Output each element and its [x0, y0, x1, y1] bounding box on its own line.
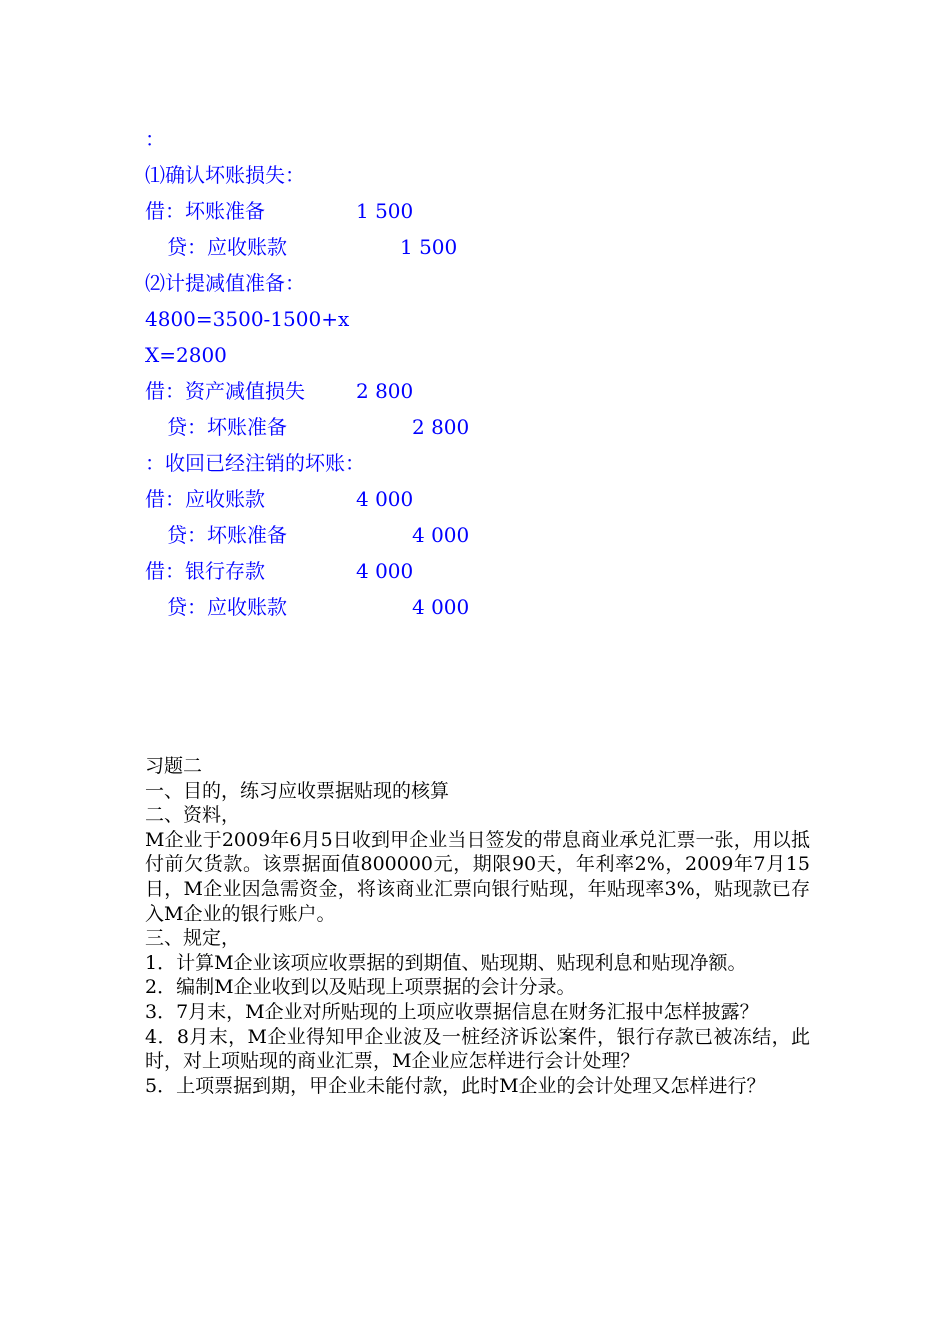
heading-provision: ⑵计提减值准备： — [145, 271, 305, 295]
formula-line: 4800=3500-1500+x — [145, 307, 350, 331]
exercise-rules-heading: 三、规定， — [145, 927, 241, 950]
entry-credit-amount: 1 500 — [400, 235, 458, 259]
entry-credit-label: 贷：应收账款 — [167, 235, 287, 259]
heading-recover-bad-debt: ：收回已经注销的坏账： — [145, 451, 365, 475]
entry-debit-label: 借：坏账准备 — [145, 199, 265, 223]
entry-debit-label: 借：银行存款 — [145, 559, 265, 583]
entry-debit-amount: 4 000 — [356, 559, 414, 583]
exercise-rule-item: 3．7月末，M企业对所贴现的上项应收票据信息在财务汇报中怎样披露？ — [145, 1000, 759, 1023]
entry-debit-label: 借：资产减值损失 — [145, 379, 305, 403]
exercise-data-heading: 二、资料， — [145, 804, 241, 827]
exercise-rule-item: 1．计算M企业该项应收票据的到期值、贴现期、贴现利息和贴现净额。 — [145, 951, 747, 974]
entry-credit-label: 贷：坏账准备 — [167, 415, 287, 439]
entry-credit-label: 贷：应收账款 — [167, 595, 287, 619]
heading-confirm-bad-debt: ⑴确认坏账损失： — [145, 163, 305, 187]
exercise-rule-item: 5．上项票据到期，甲企业未能付款，此时M企业的会计处理又怎样进行？ — [145, 1074, 766, 1097]
exercise-title: 习题二 — [145, 755, 203, 777]
entry-credit-amount: 4 000 — [412, 523, 470, 547]
exercise-data-text: M企业于2009年6月5日收到甲企业当日签发的带息商业承兑汇票一张，用以抵付前欠货款。该票据面值800000元，期限90天，年利率2%，2009年7月15日，M企业因急需资金，将该商业汇票向银行贴现，年贴现率3%，贴现款已存入M企业的银行账户。 — [145, 828, 810, 925]
entry-debit-label: 借：应收账款 — [145, 487, 265, 511]
colon-line: ： — [145, 127, 165, 151]
exercise-rule-item: 4．8月末，M企业得知甲企业波及一桩经济诉讼案件，银行存款已被冻结，此时，对上项贴现的商业汇票，M企业应怎样进行会计处理？ — [145, 1025, 810, 1073]
entry-credit-amount: 2 800 — [412, 415, 470, 439]
exercise-section — [145, 754, 810, 1098]
entry-debit-amount: 2 800 — [356, 379, 414, 403]
entry-credit-label: 贷：坏账准备 — [167, 523, 287, 547]
entry-debit-amount: 1 500 — [356, 199, 414, 223]
entry-debit-amount: 4 000 — [356, 487, 414, 511]
exercise-purpose: 一、目的，练习应收票据贴现的核算 — [145, 779, 450, 802]
entry-credit-amount: 4 000 — [412, 595, 470, 619]
exercise-rule-item: 2．编制M企业收到以及贴现上项票据的会计分录。 — [145, 976, 576, 999]
formula-result: X=2800 — [145, 343, 227, 367]
